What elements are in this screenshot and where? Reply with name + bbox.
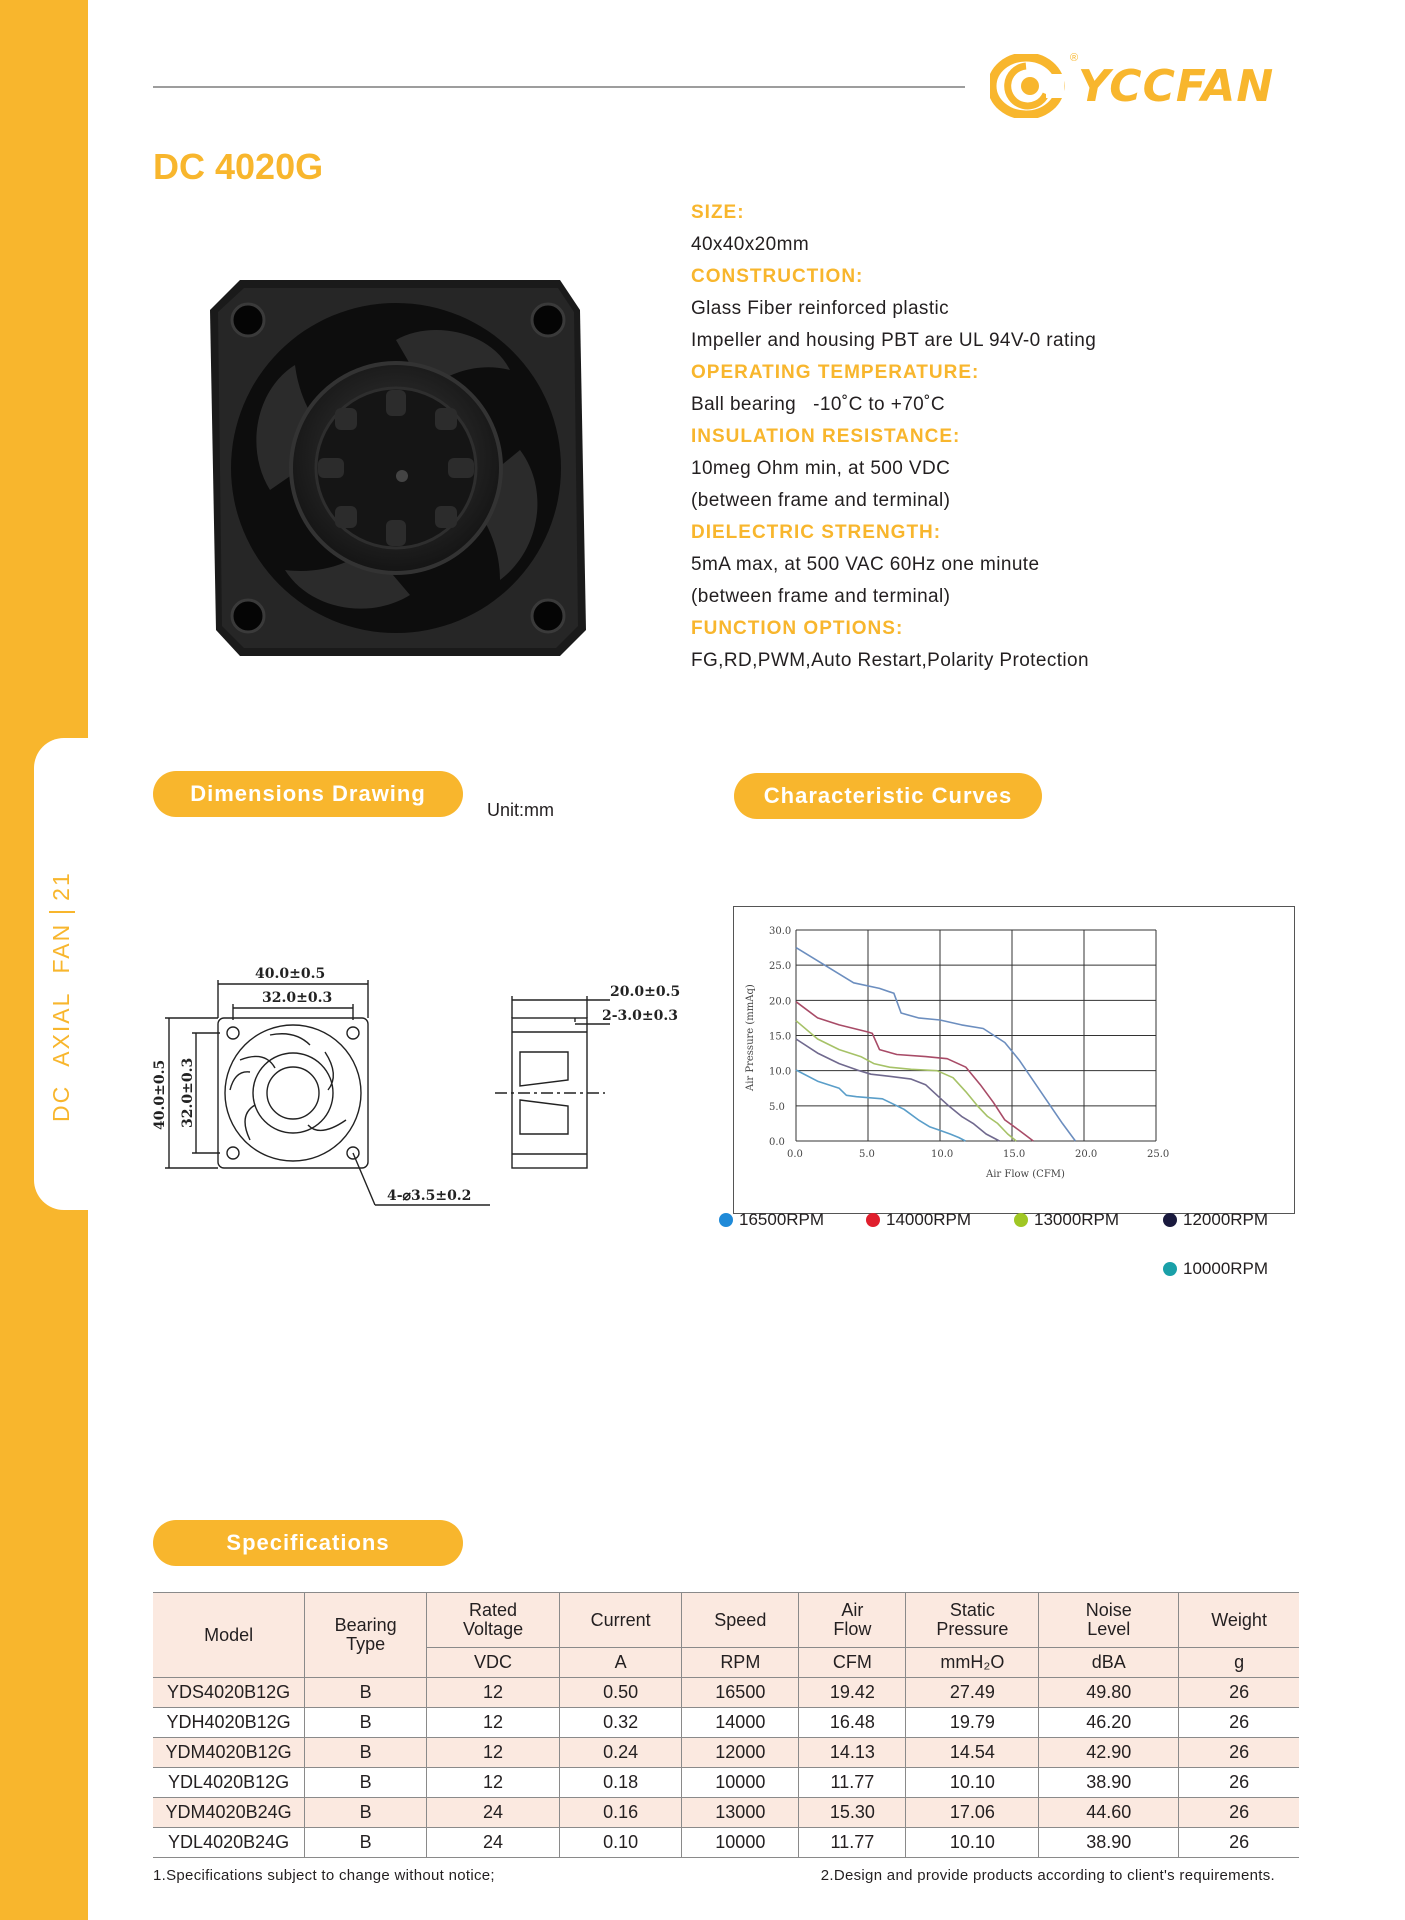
specifications-table (153, 1592, 1299, 1858)
cell-voltage: 12 (427, 1678, 560, 1708)
legend-dot (1163, 1213, 1177, 1227)
chart-x-label: Air Flow (CFM) (986, 1169, 1065, 1180)
cell-airflow: 11.77 (799, 1768, 906, 1798)
spec-value: FG,RD,PWM,Auto Restart,Polarity Protection (691, 650, 1089, 671)
cell-model: YDS4020B12G (153, 1678, 305, 1708)
y-tick-label: 5.0 (769, 1101, 785, 1113)
cell-bearing: B (305, 1828, 427, 1858)
spec-heading: OPERATING TEMPERATURE: (691, 362, 980, 383)
brand-emblem-icon (990, 54, 1074, 118)
unit-speed: RPM (682, 1648, 799, 1678)
fan-product-image (210, 280, 586, 656)
cell-voltage: 24 (427, 1828, 560, 1858)
cell-current: 0.50 (559, 1678, 681, 1708)
x-tick-label: 15.0 (1003, 1149, 1026, 1160)
unit-pressure: mmH₂O (906, 1648, 1039, 1678)
cell-model: YDM4020B24G (153, 1798, 305, 1828)
cell-voltage: 12 (427, 1768, 560, 1798)
cell-bearing: B (305, 1768, 427, 1798)
spec-heading: FUNCTION OPTIONS: (691, 618, 904, 639)
col-header-model: Model (153, 1593, 305, 1678)
brand-registered-mark: ® (1070, 52, 1079, 64)
cell-current: 0.32 (559, 1708, 681, 1738)
dim-holes: 4-⌀3.5±0.2 (387, 1188, 472, 1204)
cell-pressure: 14.54 (906, 1738, 1039, 1768)
col-header-airflow: Air Flow (799, 1593, 906, 1648)
cell-airflow: 15.30 (799, 1798, 906, 1828)
dimensions-heading: Dimensions Drawing (153, 771, 463, 817)
spec-value: 10meg Ohm min, at 500 VDC (691, 458, 951, 479)
col-header-noise: Noise Level (1039, 1593, 1179, 1648)
cell-weight: 26 (1179, 1678, 1299, 1708)
spec-value: Impeller and housing PBT are UL 94V-0 rating (691, 330, 1097, 351)
legend-dot (866, 1213, 880, 1227)
legend-dot (1014, 1213, 1028, 1227)
model-title: DC 4020G (153, 146, 324, 187)
cell-noise: 38.90 (1039, 1768, 1179, 1798)
cell-voltage: 12 (427, 1708, 560, 1738)
cell-weight: 26 (1179, 1828, 1299, 1858)
cell-noise: 38.90 (1039, 1828, 1179, 1858)
spec-heading: SIZE: (691, 202, 745, 223)
unit-current: A (559, 1648, 681, 1678)
cell-noise: 44.60 (1039, 1798, 1179, 1828)
x-tick-label: 0.0 (787, 1149, 803, 1160)
table-row (153, 1798, 1299, 1828)
col-header-weight: Weight (1179, 1593, 1299, 1648)
col-header-voltage: Rated Voltage (427, 1593, 560, 1648)
cell-airflow: 16.48 (799, 1708, 906, 1738)
chart-y-label: Air Pressure (mmAq) (745, 984, 756, 1091)
x-tick-label: 10.0 (931, 1149, 954, 1160)
table-row (153, 1768, 1299, 1798)
unit-noise: dBA (1039, 1648, 1179, 1678)
table-row (153, 1738, 1299, 1768)
legend-label: 10000RPM (1183, 1259, 1269, 1278)
dim-height-outer: 40.0±0.5 (152, 1059, 168, 1130)
legend-label: 12000RPM (1183, 1210, 1269, 1229)
spec-heading: INSULATION RESISTANCE: (691, 426, 961, 447)
side-word-axial: AXIAL (48, 991, 74, 1067)
side-word-dc: DC (48, 1084, 74, 1122)
cell-model: YDL4020B12G (153, 1768, 305, 1798)
characteristic-curve-chart (733, 906, 1295, 1214)
spec-value: Ball bearing -10˚C to +70˚C (691, 394, 945, 415)
dim-width-outer: 40.0±0.5 (255, 966, 326, 982)
cell-speed: 14000 (682, 1708, 799, 1738)
header-rule (153, 86, 965, 88)
table-row (153, 1828, 1299, 1858)
col-header-speed: Speed (682, 1593, 799, 1648)
spec-value: 5mA max, at 500 VAC 60Hz one minute (691, 554, 1040, 575)
dimension-drawing (150, 960, 710, 1220)
legend-item (1014, 1210, 1119, 1230)
legend-label: 13000RPM (1034, 1210, 1120, 1229)
y-tick-label: 0.0 (769, 1137, 785, 1148)
x-tick-label: 25.0 (1147, 1149, 1170, 1160)
cell-weight: 26 (1179, 1768, 1299, 1798)
cell-bearing: B (305, 1708, 427, 1738)
cell-model: YDM4020B12G (153, 1738, 305, 1768)
unit-voltage: VDC (427, 1648, 560, 1678)
cell-pressure: 10.10 (906, 1768, 1039, 1798)
col-header-bearing: Bearing Type (305, 1593, 427, 1678)
col-header-pressure: Static Pressure (906, 1593, 1039, 1648)
y-tick-label: 10.0 (769, 1066, 792, 1078)
legend-dot (1163, 1262, 1177, 1276)
dim-flange: 2-3.0±0.3 (602, 1008, 678, 1024)
spec-value: (between frame and terminal) (691, 490, 951, 511)
cell-pressure: 10.10 (906, 1828, 1039, 1858)
unit-airflow: CFM (799, 1648, 906, 1678)
legend-item (866, 1210, 971, 1230)
brand-logo (990, 54, 1274, 118)
dim-height-inner: 32.0±0.3 (180, 1057, 196, 1128)
y-tick-label: 20.0 (769, 996, 792, 1008)
legend-item (1163, 1210, 1268, 1230)
cell-current: 0.24 (559, 1738, 681, 1768)
y-tick-label: 25.0 (769, 961, 792, 973)
footnote-left: 1.Specifications subject to change without notice; (153, 1867, 495, 1884)
cell-current: 0.18 (559, 1768, 681, 1798)
legend-label: 14000RPM (886, 1210, 972, 1229)
spec-value: 40x40x20mm (691, 234, 810, 255)
x-tick-label: 20.0 (1075, 1149, 1098, 1160)
legend-label: 16500RPM (739, 1210, 825, 1229)
footnote-right: 2.Design and provide products according to client's requirements. (820, 1867, 1275, 1884)
unit-weight: g (1179, 1648, 1299, 1678)
cell-bearing: B (305, 1738, 427, 1768)
spec-list (691, 197, 1311, 677)
y-tick-label: 30.0 (769, 926, 792, 937)
cell-noise: 42.90 (1039, 1738, 1179, 1768)
specifications-heading: Specifications (153, 1520, 463, 1566)
cell-model: YDH4020B12G (153, 1708, 305, 1738)
legend-dot (719, 1213, 733, 1227)
legend-item (1163, 1259, 1268, 1279)
cell-airflow: 19.42 (799, 1678, 906, 1708)
side-separator (49, 911, 75, 913)
cell-speed: 10000 (682, 1828, 799, 1858)
curves-heading: Characteristic Curves (734, 773, 1042, 819)
cell-speed: 10000 (682, 1768, 799, 1798)
cell-voltage: 24 (427, 1798, 560, 1828)
dim-depth: 20.0±0.5 (610, 984, 681, 1000)
dim-width-inner: 32.0±0.3 (262, 990, 333, 1006)
side-label (48, 871, 75, 1122)
spec-heading: CONSTRUCTION: (691, 266, 864, 287)
cell-current: 0.10 (559, 1828, 681, 1858)
cell-pressure: 17.06 (906, 1798, 1039, 1828)
cell-speed: 16500 (682, 1678, 799, 1708)
cell-pressure: 27.49 (906, 1678, 1039, 1708)
cell-voltage: 12 (427, 1738, 560, 1768)
cell-weight: 26 (1179, 1708, 1299, 1738)
cell-bearing: B (305, 1678, 427, 1708)
cell-weight: 26 (1179, 1798, 1299, 1828)
cell-airflow: 14.13 (799, 1738, 906, 1768)
cell-noise: 46.20 (1039, 1708, 1179, 1738)
x-tick-label: 5.0 (859, 1149, 875, 1160)
cell-current: 0.16 (559, 1798, 681, 1828)
y-tick-label: 15.0 (769, 1031, 792, 1043)
table-row (153, 1708, 1299, 1738)
spec-value: (between frame and terminal) (691, 586, 951, 607)
unit-label: Unit:mm (487, 800, 554, 820)
col-header-current: Current (559, 1593, 681, 1648)
side-word-fan: FAN (48, 922, 74, 974)
cell-weight: 26 (1179, 1738, 1299, 1768)
legend-item (719, 1210, 824, 1230)
cell-model: YDL4020B24G (153, 1828, 305, 1858)
page-number: 21 (48, 871, 74, 901)
spec-heading: DIELECTRIC STRENGTH: (691, 522, 942, 543)
cell-noise: 49.80 (1039, 1678, 1179, 1708)
spec-value: Glass Fiber reinforced plastic (691, 298, 950, 319)
cell-pressure: 19.79 (906, 1708, 1039, 1738)
cell-speed: 12000 (682, 1738, 799, 1768)
table-row (153, 1678, 1299, 1708)
brand-name: YCCFAN (1078, 60, 1275, 112)
cell-speed: 13000 (682, 1798, 799, 1828)
cell-airflow: 11.77 (799, 1828, 906, 1858)
cell-bearing: B (305, 1798, 427, 1828)
